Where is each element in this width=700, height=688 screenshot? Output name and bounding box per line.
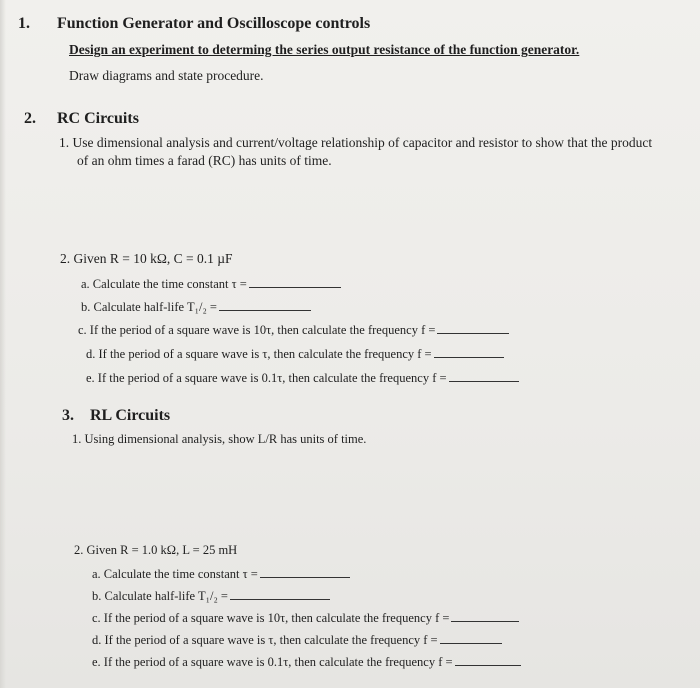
item-label: b. Calculate half-life T₁/₂ = — [92, 589, 228, 603]
section2-question1-line1: 1. Use dimensional analysis and current/voltage relationship of capacitor and resistor to show that the product — [59, 135, 653, 150]
page-edge-shadow — [0, 0, 6, 688]
answer-blank — [449, 370, 519, 382]
item-label: d. If the period of a square wave is τ, then calculate the frequency f = — [86, 347, 432, 361]
section2-item-c — [78, 322, 509, 338]
section2-item-a — [81, 276, 341, 292]
item-label: b. Calculate half-life T₁/₂ = — [81, 300, 217, 314]
answer-blank — [434, 346, 504, 358]
item-label: a. Calculate the time constant τ = — [92, 567, 258, 581]
section2-item-d — [86, 346, 504, 362]
item-label: a. Calculate the time constant τ = — [81, 277, 247, 291]
section3-item-b — [92, 588, 330, 604]
section2-item-e — [86, 370, 519, 386]
section2-number: 2. — [24, 110, 36, 127]
item-label: e. If the period of a square wave is 0.1τ, then calculate the frequency f = — [92, 655, 453, 669]
section3-number: 3. — [62, 407, 74, 424]
answer-blank — [230, 588, 330, 600]
section3-item-a — [92, 566, 350, 582]
section1-number: 1. — [18, 15, 30, 32]
item-label: c. If the period of a square wave is 10τ, then calculate the frequency f = — [92, 611, 450, 625]
answer-blank — [219, 299, 311, 311]
section1-instruction: Draw diagrams and state procedure. — [69, 68, 264, 83]
answer-blank — [437, 322, 509, 334]
answer-blank — [455, 654, 521, 666]
item-label: e. If the period of a square wave is 0.1τ, then calculate the frequency f = — [86, 371, 447, 385]
section2-question2-given: 2. Given R = 10 kΩ, C = 0.1 µF — [60, 251, 233, 266]
answer-blank — [451, 610, 519, 622]
item-label: c. If the period of a square wave is 10τ, then calculate the frequency f = — [78, 323, 436, 337]
section3-item-e — [92, 654, 521, 670]
section2-title: RC Circuits — [57, 110, 139, 127]
section3-item-c — [92, 610, 519, 626]
section3-question2-given: 2. Given R = 1.0 kΩ, L = 25 mH — [74, 543, 238, 557]
answer-blank — [440, 632, 502, 644]
answer-blank — [249, 276, 341, 288]
section3-question1: 1. Using dimensional analysis, show L/R has units of time. — [72, 432, 367, 446]
section1-task: Design an experiment to determing the series output resistance of the function generator. — [69, 42, 580, 57]
section2-item-b — [81, 299, 311, 315]
section1-title: Function Generator and Oscilloscope controls — [57, 15, 371, 32]
item-label: d. If the period of a square wave is τ, then calculate the frequency f = — [92, 633, 438, 647]
answer-blank — [260, 566, 350, 578]
section3-item-d — [92, 632, 502, 648]
section3-title: RL Circuits — [90, 407, 171, 424]
section2-question1-line2: of an ohm times a farad (RC) has units of time. — [77, 153, 332, 168]
